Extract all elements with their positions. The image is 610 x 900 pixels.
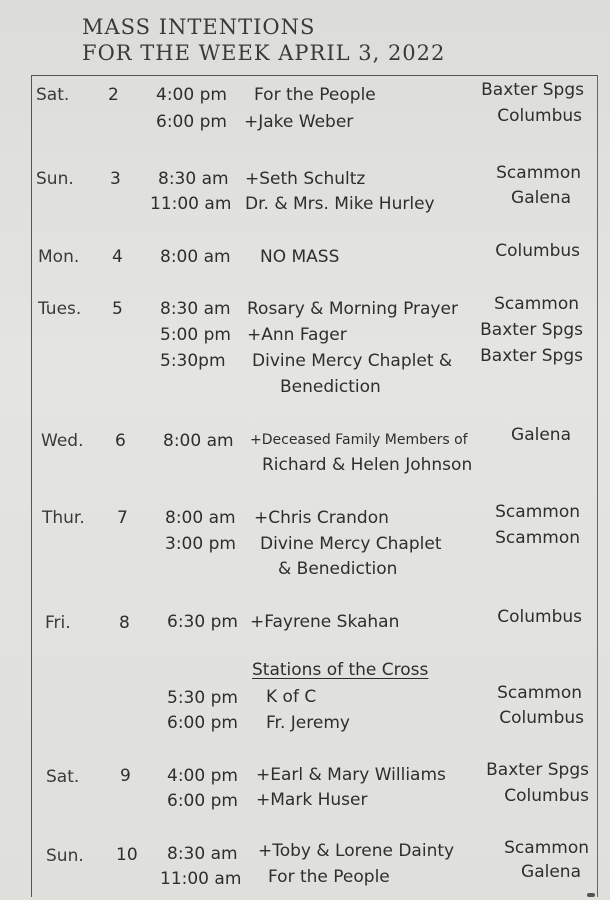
mass-intention: For the People: [268, 867, 390, 887]
mass-time: 5:00 pm: [160, 325, 231, 345]
mass-intention: For the People: [254, 85, 376, 105]
mass-time: 6:00 pm: [156, 112, 227, 132]
mass-location: Baxter Spgs: [481, 80, 584, 100]
day-label: Wed.: [41, 431, 84, 451]
date-label: 7: [117, 508, 128, 528]
mass-intention: +Toby & Lorene Dainty: [258, 841, 455, 861]
day-label: Fri.: [45, 613, 71, 633]
mass-intention: Dr. & Mrs. Mike Hurley: [245, 194, 435, 214]
day-label: Thur.: [42, 508, 85, 528]
mass-intention: +Deceased Family Members of: [250, 432, 468, 448]
mass-time: 8:30 am: [158, 169, 229, 189]
mass-location: Baxter Spgs: [486, 760, 589, 780]
mass-time: 4:00 pm: [156, 85, 227, 105]
mass-location: Baxter Spgs: [480, 346, 583, 366]
mass-intention: +Seth Schultz: [245, 169, 366, 189]
day-label: Sun.: [46, 846, 84, 866]
mass-intention: Rosary & Morning Prayer: [247, 299, 458, 319]
date-label: 5: [112, 299, 123, 319]
mass-time: 6:00 pm: [167, 713, 238, 733]
mass-intention: +Earl & Mary Williams: [256, 765, 446, 785]
mass-intention: +Chris Crandon: [254, 508, 389, 528]
mass-intention: +Ann Fager: [247, 325, 347, 345]
page-title: [82, 14, 445, 66]
day-label: Sun.: [36, 169, 74, 189]
date-label: 10: [116, 845, 138, 865]
mass-intention: Divine Mercy Chaplet: [260, 534, 442, 554]
mass-location: Scammon: [495, 502, 580, 522]
mass-time: 11:00 am: [160, 869, 242, 889]
date-label: 4: [112, 247, 123, 267]
mass-location: Columbus: [497, 106, 582, 126]
mass-intention: Divine Mercy Chaplet &: [252, 351, 453, 371]
date-label: 2: [108, 85, 119, 105]
mass-time: 6:00 pm: [167, 791, 238, 811]
date-label: 9: [120, 766, 131, 786]
mass-time: 8:30 am: [160, 299, 231, 319]
mass-intention: +Fayrene Skahan: [250, 612, 400, 632]
mass-time: 6:30 pm: [167, 612, 238, 632]
mass-intention: NO MASS: [260, 247, 340, 267]
date-label: 6: [115, 431, 126, 451]
mass-intention: K of C: [266, 687, 317, 707]
mass-time: 8:00 am: [165, 508, 236, 528]
mass-time: 8:00 am: [160, 247, 231, 267]
mass-intention-continued: & Benediction: [278, 559, 398, 579]
mass-location: Galena: [511, 188, 571, 208]
mass-time: 5:30pm: [160, 351, 226, 371]
day-label: Tues.: [38, 299, 82, 319]
mass-location: Scammon: [495, 528, 580, 548]
mass-location: Scammon: [504, 838, 589, 858]
title-line-1: MASS INTENTIONS: [82, 15, 316, 39]
mass-intention-continued: Richard & Helen Johnson: [262, 455, 473, 475]
day-label: Sat.: [46, 767, 80, 787]
mass-time: 4:00 pm: [167, 766, 238, 786]
mass-location: Galena: [521, 862, 581, 882]
mass-time: 8:30 am: [167, 844, 238, 864]
mass-location: Columbus: [504, 786, 589, 806]
date-label: 8: [119, 613, 130, 633]
day-label: Sat.: [36, 85, 70, 105]
date-label: 3: [110, 169, 121, 189]
section-heading: Stations of the Cross: [252, 660, 429, 680]
mass-time: 8:00 am: [163, 431, 234, 451]
mass-time: 5:30 pm: [167, 688, 238, 708]
mass-location: Columbus: [495, 241, 580, 261]
mass-location: Galena: [511, 425, 571, 445]
mass-intention: +Jake Weber: [244, 112, 354, 132]
mass-location: Columbus: [499, 708, 584, 728]
title-line-2: FOR THE WEEK APRIL 3, 2022: [82, 41, 446, 65]
mass-time: 11:00 am: [150, 194, 232, 214]
mass-intention-continued: Benediction: [280, 377, 381, 397]
mass-intention: +Mark Huser: [256, 790, 368, 810]
mass-time: 3:00 pm: [165, 534, 236, 554]
mass-location: Scammon: [494, 294, 579, 314]
mass-location: Scammon: [497, 683, 582, 703]
mass-location: Baxter Spgs: [480, 320, 583, 340]
mass-location: Scammon: [496, 163, 581, 183]
day-label: Mon.: [38, 247, 80, 267]
mass-intention: Fr. Jeremy: [266, 713, 350, 733]
mass-location: Columbus: [497, 607, 582, 627]
frame-corner-mark: [587, 893, 595, 897]
